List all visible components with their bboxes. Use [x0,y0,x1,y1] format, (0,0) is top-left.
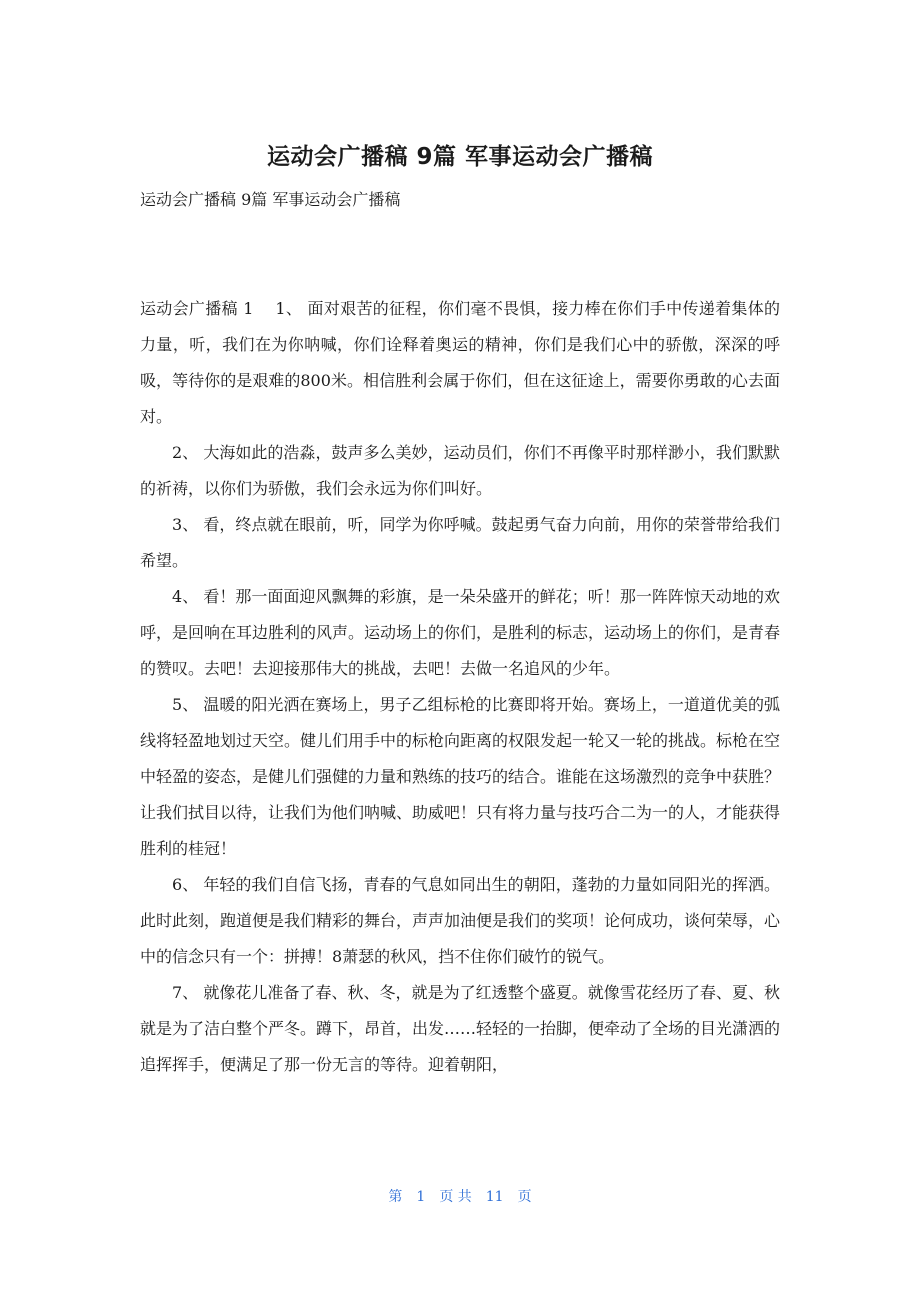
paragraph-7: 7、 就像花儿准备了春、秋、冬，就是为了红透整个盛夏。就像雪花经历了春、夏、秋就是为了洁白整个严冬。蹲下，昂首，出发……轻轻的一抬脚，便牵动了全场的目光潇洒的追挥挥手，便满足了那一份无言的等待。迎着朝阳， [140,983,781,1074]
paragraph-4: 4、 看！那一面面迎风飘舞的彩旗，是一朵朵盛开的鲜花；听！那一阵阵惊天动地的欢呼，是回响在耳边胜利的风声。运动场上的你们，是胜利的标志，运动场上的你们，是青春的赞叹。去吧！去迎接那伟大的挑战，去吧！去做一名追风的少年。 [140,587,781,678]
paragraph-1: 运动会广播稿 1 1、 面对艰苦的征程，你们毫不畏惧，接力棒在你们手中传递着集体的力量，听，我们在为你呐喊，你们诠释着奥运的精神，你们是我们心中的骄傲，深深的呼吸，等待你的是艰难的800米。相信胜利会属于你们，但在这征途上，需要你勇敢的心去面对。 [140,299,780,426]
page-indicator: 第 1 页 共 11 页 [388,1189,532,1205]
document-subtitle: 运动会广播稿 9篇 军事运动会广播稿 [140,190,401,209]
page-title: 运动会广播稿 9篇 军事运动会广播稿 [266,144,654,170]
paragraph-2: 2、 大海如此的浩淼，鼓声多么美妙，运动员们，你们不再像平时那样渺小，我们默默的祈祷，以你们为骄傲，我们会永远为你们叫好。 [140,443,780,498]
paragraph-6: 6、 年轻的我们自信飞扬，青春的气息如同出生的朝阳，蓬勃的力量如同阳光的挥洒。此时此刻，跑道便是我们精彩的舞台，声声加油便是我们的奖项！论何成功，谈何荣辱，心中的信念只有一个：拼搏！8萧瑟的秋风，挡不住你们破竹的锐气。 [140,875,781,966]
document-body [140,291,780,1083]
paragraph-5: 5、 温暖的阳光洒在赛场上，男子乙组标枪的比赛即将开始。赛场上，一道道优美的弧线将轻盈地划过天空。健儿们用手中的标枪向距离的权限发起一轮又一轮的挑战。标枪在空中轻盈的姿态，是健儿们强健的力量和熟练的技巧的结合。谁能在这场激烈的竞争中获胜？让我们拭目以待，让我们为他们呐喊、助威吧！只有将力量与技巧合二为一的人，才能获得胜利的桂冠！ [140,695,781,858]
paragraph-3: 3、 看，终点就在眼前，听，同学为你呼喊。鼓起勇气奋力向前，用你的荣誉带给我们希望。 [140,515,780,570]
